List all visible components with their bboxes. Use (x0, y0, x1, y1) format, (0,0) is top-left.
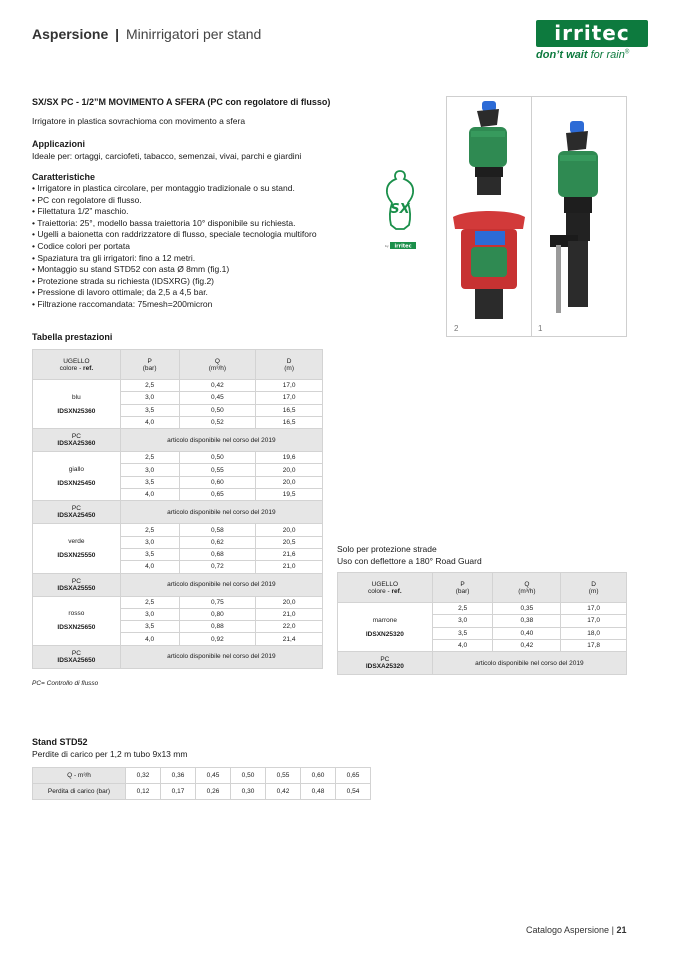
nozzle-cell (33, 524, 121, 573)
table-cell: 0,50 (179, 404, 256, 416)
badge-by-text: by (385, 244, 389, 248)
footer-separator: | (611, 925, 614, 935)
table-cell: 3,5 (432, 627, 493, 639)
subsection-title: Minirrigatori per stand (125, 26, 262, 42)
pc-footnote: PC= Controllo di flusso (32, 680, 99, 687)
pc-ref-cell (33, 573, 121, 596)
table-cell: 0,17 (161, 784, 196, 800)
table-cell: 20,0 (256, 464, 323, 476)
feature-item: • Irrigatore in plastica circolare, per montaggio tradizionale o su stand. (32, 183, 317, 195)
performance-table (32, 349, 323, 669)
table-cell: 3,5 (120, 548, 179, 560)
cell-text: verde (68, 537, 85, 545)
header-text: (bar) (142, 364, 157, 372)
table-cell: 0,32 (126, 768, 161, 784)
col-flow (179, 350, 256, 380)
header-text: colore - (368, 587, 392, 595)
pc-ref-cell (33, 429, 121, 452)
row-label: Q - m³/h (33, 768, 126, 784)
cell-text: IDSXN25320 (365, 630, 404, 638)
table-cell: 0,65 (179, 489, 256, 501)
table-cell: 16,5 (256, 404, 323, 416)
table-cell: 0,30 (231, 784, 266, 800)
table-cell: 4,0 (120, 561, 179, 573)
cell-text: IDSXN25450 (57, 479, 96, 487)
table-cell: 0,26 (196, 784, 231, 800)
table-cell: 0,42 (493, 639, 561, 651)
table-cell: 19,6 (256, 452, 323, 464)
logo-tag-bold: don’t wait (536, 49, 588, 61)
table-cell: 3,0 (432, 615, 493, 627)
feature-item: • Ugelli a baionetta con raddrizzatore di flusso, speciale tecnologia multiforo (32, 229, 317, 241)
feature-item: • Protezione strada su richiesta (IDSXRG) (fig.2) (32, 276, 317, 288)
feature-item: • Spaziatura tra gli irrigatori: fino a 12 metri. (32, 253, 317, 265)
table-row (33, 784, 371, 800)
table-cell: 0,72 (179, 561, 256, 573)
catalog-name: Catalogo Aspersione (526, 925, 610, 935)
product-subtitle: Irrigatore in plastica sovrachioma con movimento a sfera (32, 116, 246, 126)
cell-text: PC (380, 656, 390, 664)
road-guard-title (337, 543, 482, 567)
logo-tagline (536, 49, 648, 61)
table-cell: 17,0 (561, 615, 627, 627)
table-cell: 17,0 (256, 380, 323, 392)
feature-item: • Filtrazione raccomandata: 75mesh=200micron (32, 299, 317, 311)
table-cell: 3,0 (120, 392, 179, 404)
table-cell: 3,0 (120, 464, 179, 476)
table-cell: 0,40 (493, 627, 561, 639)
table-header-row (33, 350, 323, 380)
table-cell: 2,5 (120, 524, 179, 536)
table-cell: 16,5 (256, 416, 323, 428)
table-cell: 20,5 (256, 536, 323, 548)
table-cell: 0,65 (336, 768, 371, 784)
figure-number-1: 1 (538, 324, 543, 333)
table-cell: 2,5 (120, 452, 179, 464)
header-text: UGELLO (371, 580, 399, 588)
table-cell: 18,0 (561, 627, 627, 639)
table-header-row (338, 573, 627, 603)
cell-text: giallo (68, 465, 84, 473)
cell-text: IDSXA25450 (57, 512, 96, 520)
pc-ref-cell (33, 501, 121, 524)
cell-text: blu (72, 393, 81, 401)
badge-sx-text: SX (390, 202, 410, 217)
table-row (33, 452, 323, 464)
perf-table-title: Tabella prestazioni (32, 332, 113, 342)
cell-text: PC (71, 649, 81, 657)
figure-number-2: 2 (454, 324, 459, 333)
header-separator: | (115, 26, 120, 42)
table-cell: 4,0 (120, 633, 179, 645)
table-cell: 21,6 (256, 548, 323, 560)
pressure-loss-table (32, 767, 371, 800)
sprinkler-photo-fig2 (447, 97, 531, 336)
cell-text: IDSXA25360 (57, 440, 96, 448)
cell-text: PC (71, 505, 81, 513)
col-ugello (33, 350, 121, 380)
nozzle-cell (33, 596, 121, 645)
feature-item: • Montaggio su stand STD52 con asta Ø 8mm (fig.1) (32, 264, 317, 276)
table-cell: 0,38 (493, 615, 561, 627)
pc-row (33, 645, 323, 668)
table-cell: 0,36 (161, 768, 196, 784)
header-text: (bar) (455, 587, 470, 595)
table-cell: 2,5 (120, 380, 179, 392)
table-cell: 3,0 (120, 608, 179, 620)
features-list (32, 183, 317, 311)
applications-text: Ideale per: ortaggi, carciofeti, tabacco, semenzai, vivai, parchi e giardini (32, 151, 302, 161)
cell-text: PC (71, 433, 81, 441)
table-cell: 17,0 (561, 603, 627, 615)
cell-text: IDSXN25650 (57, 624, 96, 632)
table-cell: 17,8 (561, 639, 627, 651)
table-cell: 3,5 (120, 621, 179, 633)
cell-text: IDSXN25550 (57, 551, 96, 559)
col-ugello (338, 573, 433, 603)
header-text: colore - (59, 364, 84, 372)
header-text: (m³/h) (518, 587, 536, 595)
col-diameter (256, 350, 323, 380)
cell-text: IDSXA25550 (57, 584, 96, 592)
availability-note: articolo disponibile nel corso del 2019 (432, 652, 626, 675)
feature-item: • PC con regolatore di flusso. (32, 195, 317, 207)
road-guard-line2: Uso con deflettore a 180° Road Guard (337, 556, 482, 566)
cell-text: rosso (68, 610, 85, 618)
table-cell: 0,48 (301, 784, 336, 800)
table-cell: 0,55 (266, 768, 301, 784)
table-cell: 3,0 (120, 536, 179, 548)
table-cell: 0,58 (179, 524, 256, 536)
table-cell: 0,80 (179, 608, 256, 620)
header-text: P (147, 357, 152, 365)
availability-note: articolo disponibile nel corso del 2019 (120, 645, 322, 668)
table-cell: 0,75 (179, 596, 256, 608)
table-cell: 20,0 (256, 476, 323, 488)
table-cell: 17,0 (256, 392, 323, 404)
table-cell: 0,60 (301, 768, 336, 784)
table-cell: 4,0 (120, 416, 179, 428)
table-cell: 0,92 (179, 633, 256, 645)
table-cell: 2,5 (432, 603, 493, 615)
sprinkler-photo-fig1 (532, 97, 626, 336)
nozzle-cell (338, 603, 433, 652)
header-text: D (591, 580, 596, 588)
table-cell: 0,55 (179, 464, 256, 476)
header-text: Q (524, 580, 530, 588)
table-cell: 0,54 (336, 784, 371, 800)
features-heading: Caratteristiche (32, 172, 96, 182)
table-cell: 0,88 (179, 621, 256, 633)
cell-text: IDSXA25650 (57, 656, 96, 664)
table-cell: 0,50 (179, 452, 256, 464)
header-text: Q (214, 357, 220, 365)
header-text: (m) (588, 587, 599, 595)
col-diameter (561, 573, 627, 603)
table-cell: 0,62 (179, 536, 256, 548)
table-cell: 0,42 (179, 380, 256, 392)
section-title: Aspersione (32, 26, 109, 42)
table-cell: 0,60 (179, 476, 256, 488)
header-text: P (460, 580, 465, 588)
col-pressure (120, 350, 179, 380)
feature-item: • Pressione di lavoro ottimale; da 2,5 a 4,5 bar. (32, 287, 317, 299)
table-cell: 3,5 (120, 476, 179, 488)
header-text: D (286, 357, 292, 365)
availability-note: articolo disponibile nel corso del 2019 (120, 573, 322, 596)
brand-logo (536, 20, 648, 61)
table-cell: 21,0 (256, 561, 323, 573)
availability-note: articolo disponibile nel corso del 2019 (120, 429, 322, 452)
nozzle-cell (33, 452, 121, 501)
cell-text: PC (71, 577, 81, 585)
road-guard-line1: Solo per protezione strade (337, 544, 437, 554)
col-flow (493, 573, 561, 603)
nozzle-cell (33, 380, 121, 429)
pc-ref-cell (338, 652, 433, 675)
pc-ref-cell (33, 645, 121, 668)
table-cell: 0,50 (231, 768, 266, 784)
table-cell: 4,0 (432, 639, 493, 651)
sx-product-badge-icon (382, 169, 418, 251)
table-cell: 0,45 (196, 768, 231, 784)
table-cell: 20,0 (256, 596, 323, 608)
logo-wordmark: irritec (536, 20, 648, 47)
feature-item: • Filettatura 1/2” maschio. (32, 206, 317, 218)
table-cell: 21,4 (256, 633, 323, 645)
table-cell: 19,5 (256, 489, 323, 501)
table-cell: 0,12 (126, 784, 161, 800)
pc-row (33, 501, 323, 524)
badge-brand-text: irritec (394, 243, 412, 250)
table-row (338, 603, 627, 615)
table-cell: 4,0 (120, 489, 179, 501)
table-row (33, 380, 323, 392)
table-cell: 0,68 (179, 548, 256, 560)
table-cell: 21,0 (256, 608, 323, 620)
header-text: ref. (83, 364, 94, 372)
header-text: UGELLO (63, 357, 90, 365)
table-cell: 22,0 (256, 621, 323, 633)
table-cell: 2,5 (120, 596, 179, 608)
page-footer (526, 925, 626, 935)
cell-text: IDSXN25360 (57, 407, 96, 415)
stand-subtitle: Perdite di carico per 1,2 m tubo 9x13 mm (32, 749, 188, 759)
availability-note: articolo disponibile nel corso del 2019 (120, 501, 322, 524)
cell-text: marrone (372, 616, 397, 624)
page-header (32, 26, 261, 42)
applications-heading: Applicazioni (32, 139, 86, 149)
header-text: ref. (391, 587, 402, 595)
pc-row (338, 652, 627, 675)
logo-tag-mark: ® (624, 49, 630, 56)
feature-item: • Codice colori per portata (32, 241, 317, 253)
header-text: (m) (284, 364, 294, 372)
product-title: SX/SX PC - 1/2”M MOVIMENTO A SFERA (PC con regolatore di flusso) (32, 97, 331, 107)
header-text: (m³/h) (208, 364, 227, 372)
table-cell: 0,45 (179, 392, 256, 404)
table-row (33, 524, 323, 536)
cell-text: IDSXA25320 (365, 663, 404, 671)
table-cell: 0,35 (493, 603, 561, 615)
table-row (33, 596, 323, 608)
table-row (33, 768, 371, 784)
pc-row (33, 573, 323, 596)
stand-title: Stand STD52 (32, 737, 88, 747)
table-cell: 0,52 (179, 416, 256, 428)
table-cell: 20,0 (256, 524, 323, 536)
product-photos (446, 96, 627, 337)
table-cell: 3,5 (120, 404, 179, 416)
col-pressure (432, 573, 493, 603)
road-guard-table (337, 572, 627, 675)
pc-row (33, 429, 323, 452)
logo-tag-rest: for rain (590, 49, 625, 61)
row-label: Perdita di carico (bar) (33, 784, 126, 800)
feature-item: • Traiettoria: 25°, modello bassa traiettoria 10° disponibile su richiesta. (32, 218, 317, 230)
page-number: 21 (616, 925, 627, 935)
table-cell: 0,42 (266, 784, 301, 800)
